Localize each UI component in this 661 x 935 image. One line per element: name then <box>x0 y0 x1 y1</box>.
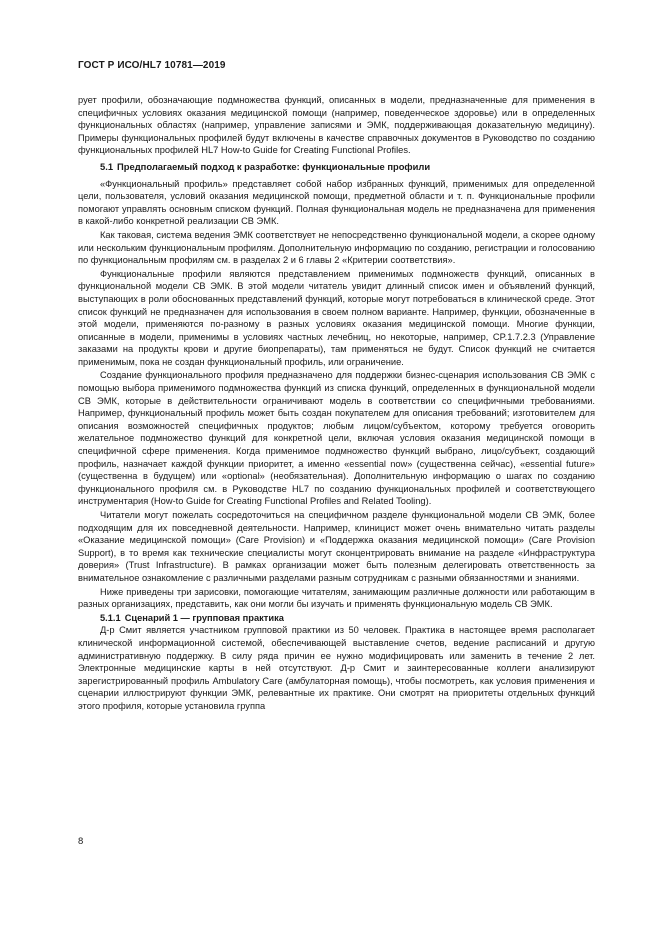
section-title: Предполагаемый подход к разработке: функциональные профили <box>117 160 431 172</box>
paragraph: «Функциональный профиль» представляет собой набор избранных функций, применимых для определенной цели, пользователя, условий оказания медицинской помощи, предметной области и т. п. Функциональные профили помогают управлять основным списком функций. Полная функциональная модель не предназначена для применения в какой-либо конкретной реализации СВ ЭМК. <box>78 178 595 227</box>
section-heading-5-1 <box>78 161 595 174</box>
paragraph: Функциональные профили являются представлением применимых подмножеств функций, описанных в функциональной модели СВ ЭМК. В этой модели читатель увидит длинный список имен и объявлений функций, выступающих в роли обоснованных представлений функций, которые могут потребоваться в клинической среде. Этот список функций не предназначен для использования в своем полном варианте. Например, функции, обозначенные в этой модели, применяются по-разному в разных условиях оказания медицинской помощи. Многие функции, описанные в модели, применимы в условиях частных лечебниц, но некоторые, например, CP.1.7.2.3 (Управление заказами на продукты крови и другие биопрепараты), там применяться не будут. Список функций не считается применимым, пока не создан функциональный профиль, или ограничение. <box>78 268 595 367</box>
paragraph: Как таковая, система ведения ЭМК соответствует не непосредственно функциональной модели, а скорее одному или нескольким функциональным профилям. Дополнительную информацию по созданию, регистрации и голосованию по функциональным профилям см. в разделах 2 и 6 главы 2 «Критерии соответствия». <box>78 229 595 266</box>
section-number: 5.1 <box>100 160 114 172</box>
document-standard-id: ГОСТ Р ИСО/HL7 10781—2019 <box>78 60 226 71</box>
paragraph-continuation: рует профили, обозначающие подмножества функций, описанных в модели, предназначенные для применения в специфичных условиях оказания медицинской помощи (например, поведенческое здоровье) или в определенных функциональных областях (например, управление записями и ЭМК, поддерживающая доказательную медицину). Примеры функциональных профилей будут включены в качестве справочных документов в Руководство по созданию функциональных профилей HL7 How-to Guide for Creating Functional Profiles. <box>78 95 595 156</box>
page-number: 8 <box>78 836 84 847</box>
subsection-number: 5.1.1 <box>100 612 121 623</box>
document-body <box>78 94 595 714</box>
paragraph: Читатели могут пожелать сосредоточиться на специфичном разделе функциональной модели СВ ЭМК, более подходящим для их повседневной деятельности. Например, клиницист может очень внимательно читать разделы «Оказание медицинской помощи» (Care Provision) и «Поддержка оказания медицинской помощи» (Care Provision Support), в то время как технические специалисты могут сконцентрировать внимание на разделе «Инфраструктура доверия» (Trust Infrastructure). В рамках организации может быть полезным делегировать ответственность за внимательное ознакомление с различными разделами разным сотрудникам с разными обязанностями и знаниями. <box>78 510 595 583</box>
paragraph: Д-р Смит является участником групповой практики из 50 человек. Практика в настоящее время располагает клинической информационной системой, обеспечивающей выставление счетов, ведение расписаний и другую административную поддержку. В силу ряда причин ее нужно модифицировать или заменить в течение 2 лет. Электронные медицинские карты в ней отсутствуют. Д-р Смит и заинтересованные коллеги анализируют зарегистрированный профиль Ambulatory Care (амбулаторная помощь), чтобы посмотреть, как условия применения и сценарии иллюстрируют функции ЭМК, релевантные их практике. Они смотрят на приоритеты отдельных функций этого профиля, которые установила группа <box>78 625 595 711</box>
paragraph: Создание функционального профиля предназначено для поддержки бизнес-сценария использования СВ ЭМК с помощью выбора применимого подмножества функций из списка функций, определенных в функциональной модели СВ ЭМК, которые в действительности ограничивают модель в соответствии со специфичными требованиями. Например, функциональный профиль может быть создан покупателем для описания требований; изготовителем для описания возможностей специфичных продуктов; любым лицом/субъектом, которому требуется оговорить желательное подмножество функций для конкретной цели, включая условия оказания медицинской помощи в специфичной сфере применения. Когда применимое подмножество функций выбрано, лицо/субъект, создающий профиль, назначает каждой функции приоритет, а именно «essential now» (существенна сейчас), «essential future» (существенна в будущем) или «optional» (необязательная). Дополнительную информацию о шагах по созданию функционального профиля см. в Руководстве HL7 по созданию функциональных профилей и соответствующего инструментария (How-to Guide for Creating Functional Profiles and Related Tooling). <box>78 370 595 507</box>
subsection-title: Сценарий 1 — групповая практика <box>124 612 284 623</box>
paragraph: Ниже приведены три зарисовки, помогающие читателям, занимающим различные должности или работающим в разных организациях, представить, как они могли бы изучать и применять функциональную модель СВ ЭМК. <box>78 586 595 610</box>
section-heading-5-1-1 <box>78 612 595 625</box>
